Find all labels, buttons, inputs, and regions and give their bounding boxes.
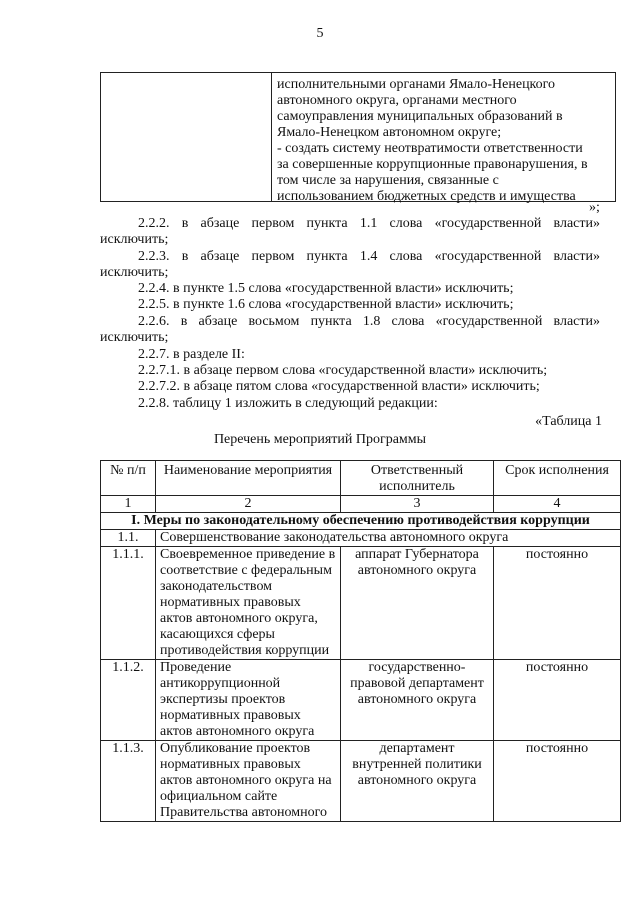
continuation-line: Ямало-Ненецком автономном округе; <box>277 125 502 140</box>
row-measure-name: Проведение антикоррупционной экспертизы проектов нормативных правовых актов автономного округа <box>156 660 341 741</box>
row-number: 1.1.2. <box>101 660 156 741</box>
row-executor: департамент внутренней политики автономного округа <box>341 741 494 822</box>
column-number: 3 <box>341 496 494 513</box>
section-row <box>101 513 621 530</box>
amendment-2-2-6: 2.2.6. в абзаце восьмом пункта 1.8 слова «государственной власти» <box>138 314 600 329</box>
measures-table <box>100 460 621 822</box>
amendment-2-2-8: 2.2.8. таблицу 1 изложить в следующий редакции: <box>138 396 438 411</box>
row-term: постоянно <box>494 547 621 660</box>
continuation-line: самоуправления муниципальных образований в <box>277 109 563 124</box>
closing-quote: »; <box>589 200 600 215</box>
continuation-line: автономного округа, органами местного <box>277 93 517 108</box>
amendment-2-2-7-2: 2.2.7.2. в абзаце пятом слова «государственной власти» исключить; <box>138 379 540 394</box>
header-term: Срок исполнения <box>494 461 621 496</box>
column-number: 2 <box>156 496 341 513</box>
continuation-line: использованием бюджетных средств и имущества <box>277 189 576 204</box>
row-measure-name: Опубликование проектов нормативных правовых актов автономного округа на официальном сайте Правительства автономного <box>156 741 341 822</box>
continuation-empty-cell <box>101 73 272 201</box>
continuation-table <box>100 72 616 202</box>
header-number: № п/п <box>101 461 156 496</box>
amendment-2-2-7: 2.2.7. в разделе II: <box>138 347 245 362</box>
table-row <box>101 547 621 660</box>
continuation-line: за совершенные коррупционные правонарушения, в <box>277 157 588 172</box>
continuation-line: - создать систему неотвратимости ответственности <box>277 141 583 156</box>
subsection-number: 1.1. <box>101 530 156 547</box>
amendment-2-2-6-cont: исключить; <box>100 330 169 345</box>
continuation-text-cell <box>277 77 611 205</box>
amendment-2-2-5: 2.2.5. в пункте 1.6 слова «государственной власти» исключить; <box>138 297 514 312</box>
header-executor: Ответственный исполнитель <box>341 461 494 496</box>
amendment-2-2-7-1: 2.2.7.1. в абзаце первом слова «государственной власти» исключить; <box>138 363 548 378</box>
row-term: постоянно <box>494 660 621 741</box>
row-measure-name: Своевременное приведение в соответствие с федеральным законодательством нормативных правовых актов автономного округа, касающихся сферы противодействия коррупции <box>156 547 341 660</box>
page-number: 5 <box>316 26 324 41</box>
table-row <box>101 741 621 822</box>
row-term: постоянно <box>494 741 621 822</box>
amendment-2-2-3: 2.2.3. в абзаце первом пункта 1.4 слова «государственной власти» <box>138 249 600 264</box>
column-number: 4 <box>494 496 621 513</box>
column-numbers-row <box>101 496 621 513</box>
row-number: 1.1.3. <box>101 741 156 822</box>
subsection-title: Совершенствование законодательства автономного округа <box>156 530 621 547</box>
row-executor: аппарат Губернатора автономного округа <box>341 547 494 660</box>
table-row <box>101 660 621 741</box>
header-name: Наименование мероприятия <box>156 461 341 496</box>
table-header-row <box>101 461 621 496</box>
column-number: 1 <box>101 496 156 513</box>
table-label: «Таблица 1 <box>535 414 602 429</box>
amendment-2-2-2-cont: исключить; <box>100 232 169 247</box>
amendment-2-2-4: 2.2.4. в пункте 1.5 слова «государственной власти» исключить; <box>138 281 514 296</box>
continuation-line: том числе за нарушения, связанные с <box>277 173 499 188</box>
row-executor: государственно-правовой департамент автономного округа <box>341 660 494 741</box>
row-number: 1.1.1. <box>101 547 156 660</box>
amendment-2-2-2: 2.2.2. в абзаце первом пункта 1.1 слова «государственной власти» <box>138 216 600 231</box>
section-title: I. Меры по законодательному обеспечению противодействия коррупции <box>101 513 621 530</box>
continuation-line: исполнительными органами Ямало-Ненецкого <box>277 77 556 92</box>
amendment-2-2-3-cont: исключить; <box>100 265 169 280</box>
table-title: Перечень мероприятий Программы <box>213 432 427 447</box>
subsection-row <box>101 530 621 547</box>
